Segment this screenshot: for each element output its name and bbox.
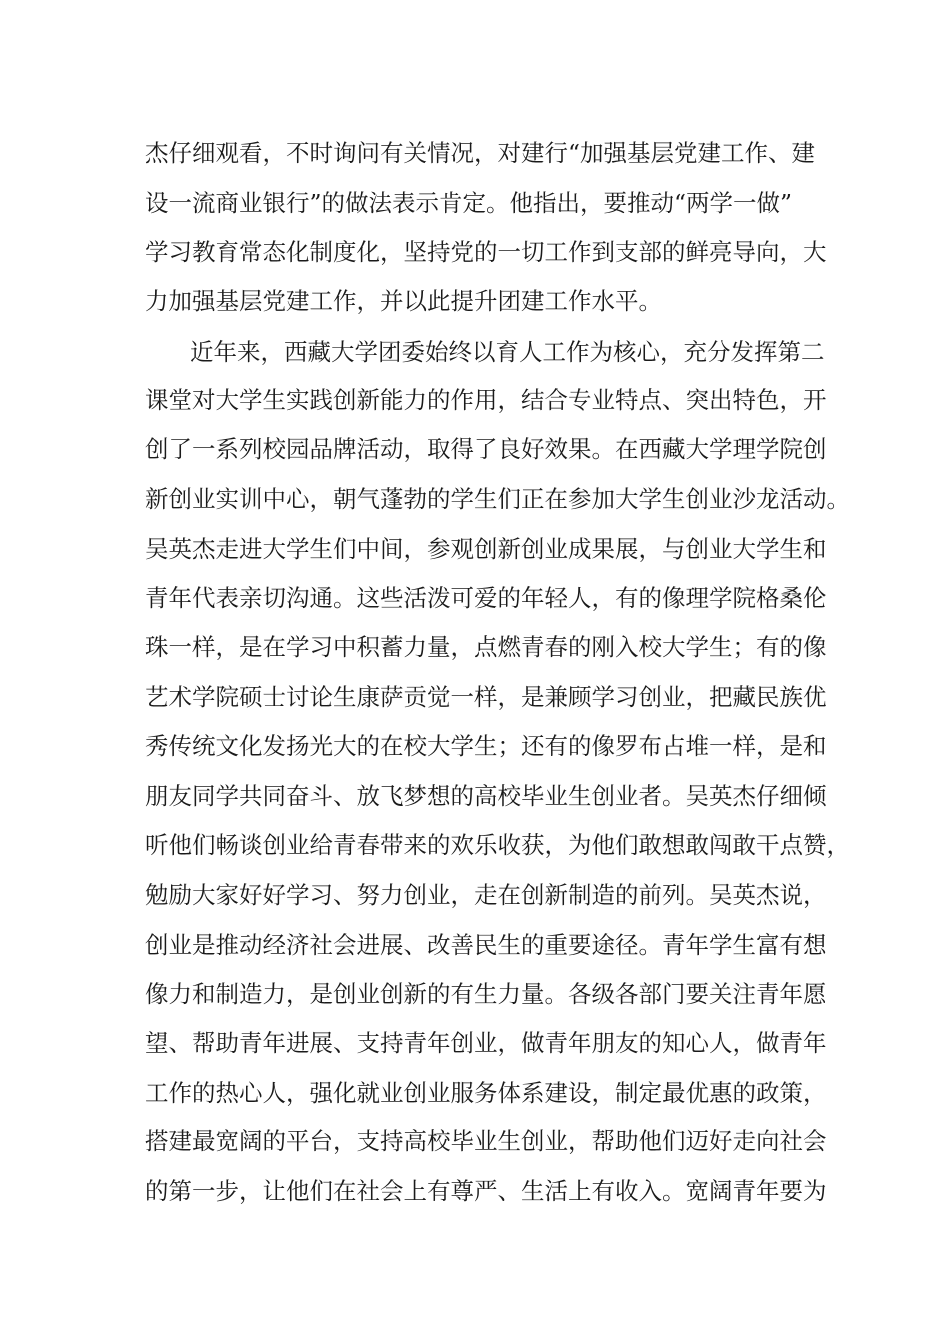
text-line-13: 秀传统文化发扬光大的在校大学生；还有的像罗布占堆一样，是和 xyxy=(145,732,827,760)
paragraph-start-line: 近年来，西藏大学团委始终以育人工作为核心，充分发挥第二 xyxy=(190,338,825,366)
text-line-10: 青年代表亲切沟通。这些活泼可爱的年轻人，有的像理学院格桑伦 xyxy=(145,584,827,612)
text-line-21: 搭建最宽阔的平台，支持高校毕业生创业，帮助他们迈好走向社会 xyxy=(145,1127,827,1155)
text-line-12: 艺术学院硕士讨论生康萨贡觉一样，是兼顾学习创业，把藏民族优 xyxy=(145,683,827,711)
text-line-8: 新创业实训中心，朝气蓬勃的学生们正在参加大学生创业沙龙活动。 xyxy=(145,485,850,513)
text-line-20: 工作的热心人，强化就业创业服务体系建设，制定最优惠的政策， xyxy=(145,1079,827,1107)
text-line-6: 课堂对大学生实践创新能力的作用，结合专业特点、突出特色，开 xyxy=(145,386,827,414)
text-line-4: 力加强基层党建工作，并以此提升团建工作水平。 xyxy=(145,287,662,315)
text-line-22: 的第一步，让他们在社会上有尊严、生活上有收入。宽阔青年要为 xyxy=(145,1177,827,1205)
text-line-11: 珠一样，是在学习中积蓄力量，点燃青春的刚入校大学生；有的像 xyxy=(145,633,827,661)
text-line-3: 学习教育常态化制度化，坚持党的一切工作到支部的鲜亮导向，大 xyxy=(145,238,827,266)
text-line-15: 听他们畅谈创业给青春带来的欢乐收获，为他们敢想敢闯敢干点赞， xyxy=(145,831,850,859)
text-line-19: 望、帮助青年进展、支持青年创业，做青年朋友的知心人，做青年 xyxy=(145,1029,827,1057)
text-line-9: 吴英杰走进大学生们中间，参观创新创业成果展，与创业大学生和 xyxy=(145,535,827,563)
text-line-16: 勉励大家好好学习、努力创业，走在创新制造的前列。吴英杰说， xyxy=(145,881,827,909)
text-line-17: 创业是推动经济社会进展、改善民生的重要途径。青年学生富有想 xyxy=(145,931,827,959)
text-line-7: 创了一系列校园品牌活动，取得了良好效果。在西藏大学理学院创 xyxy=(145,435,827,463)
text-line-1: 杰仔细观看，不时询问有关情况，对建行“加强基层党建工作、建 xyxy=(145,139,816,167)
text-line-2: 设一流商业银行”的做法表示肯定。他指出，要推动“两学一做” xyxy=(145,189,793,217)
text-line-18: 像力和制造力，是创业创新的有生力量。各级各部门要关注青年愿 xyxy=(145,980,827,1008)
text-line-14: 朋友同学共同奋斗、放飞梦想的高校毕业生创业者。吴英杰仔细倾 xyxy=(145,782,827,810)
